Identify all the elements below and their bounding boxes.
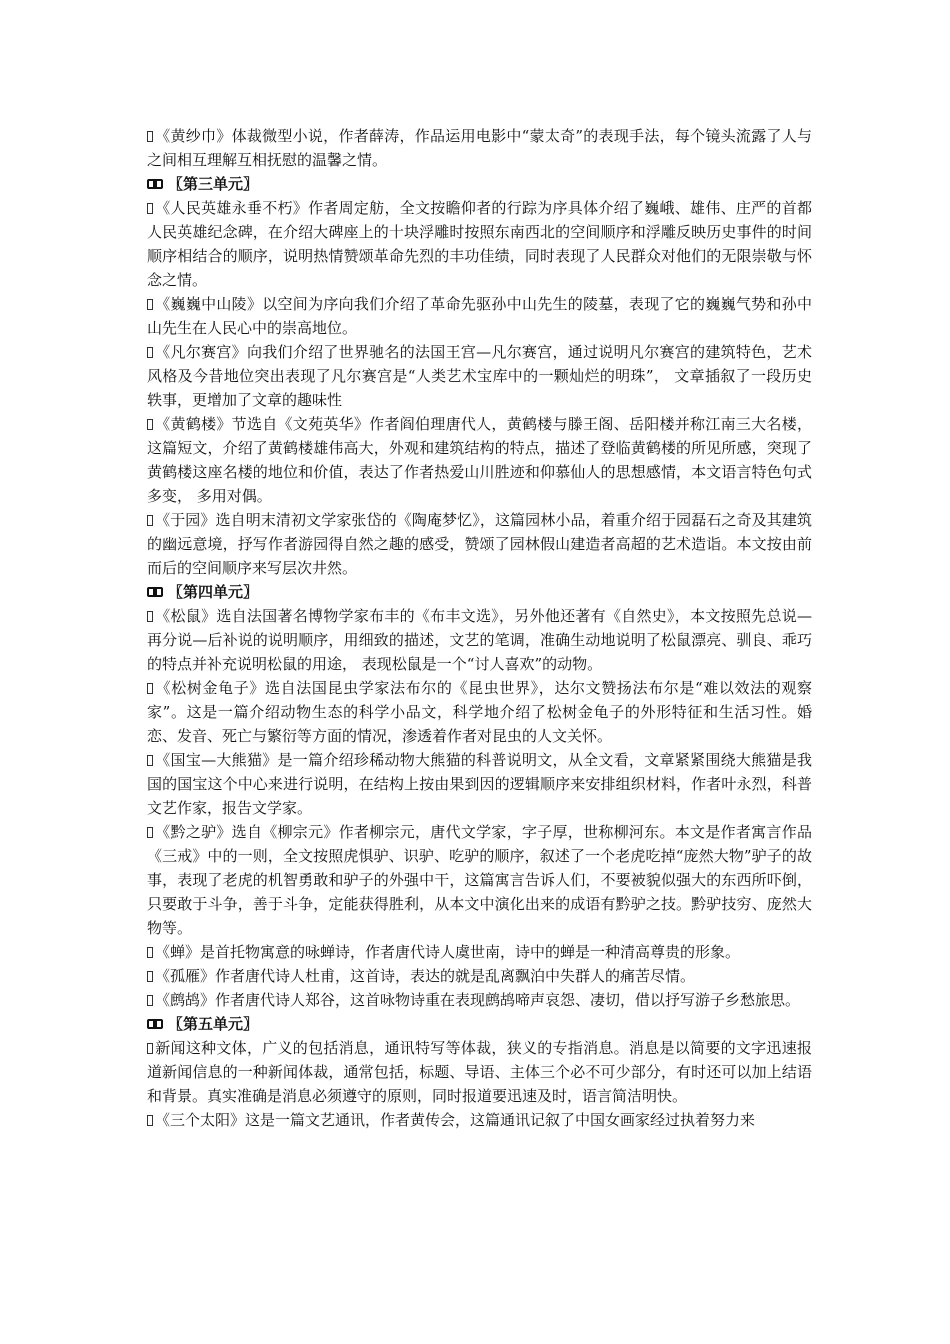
paragraph	[147, 1108, 812, 1132]
paragraph	[147, 964, 812, 988]
paragraph-text: 《巍巍中山陵》以空间为序向我们介绍了革命先驱孙中山先生的陵墓，表现了它的巍巍气势和孙中山先生在人民心中的崇高地位。	[147, 295, 812, 337]
paragraph	[147, 292, 812, 340]
paragraph-text: 《松鼠》选自法国著名博物学家布丰的《布丰文选》，另外他还著有《自然史》，本文按照先总说—再分说—后补说的说明顺序，用细致的描述，文艺的笔调，准确生动地说明了松鼠漂亮、驯良、乖巧的特点并补充说明松鼠的用途， 表现松鼠是一个“讨人喜欢”的动物。	[147, 607, 812, 673]
document-body	[147, 124, 812, 1132]
paragraph-text: 《人民英雄永垂不朽》作者周定舫，全文按瞻仰者的行踪为序具体介绍了巍峨、雄伟、庄严的首都人民英雄纪念碑，在介绍大碑座上的十块浮雕时按照东南西北的空间顺序和浮雕反映历史事件的时间顺序相结合的顺序，说明热情赞颂革命先烈的丰功佳绩，同时表现了人民群众对他们的无限崇敬与怀念之情。	[147, 199, 812, 289]
paragraph-text: 《凡尔赛宫》向我们介绍了世界驰名的法国王宫—凡尔赛宫，通过说明凡尔赛宫的建筑特色，艺术风格及今昔地位突出表现了凡尔赛宫是“人类艺术宝库中的一颗灿烂的明珠”， 文章插叙了一段历史轶事，更增加了文章的趣味性	[147, 343, 812, 409]
paragraph	[147, 988, 812, 1012]
unit-heading	[147, 580, 812, 604]
box-bullet-icon	[147, 1115, 153, 1126]
paragraph-text: 《于园》选自明末清初文学家张岱的《陶庵梦忆》，这篇园林小品，着重介绍于园磊石之奇及其建筑的幽远意境，抒写作者游园得自然之趣的感受，赞颂了园林假山建造者高超的艺术造诣。本文按由前而后的空间顺序来写层次井然。	[147, 511, 812, 577]
box-bullet-icon	[147, 419, 153, 430]
box-bullet-icon	[147, 131, 153, 142]
paragraph	[147, 412, 812, 508]
box-bullet-icon	[147, 683, 153, 694]
paragraph	[147, 1036, 812, 1108]
unit-heading-text: 〖第五单元〗	[168, 1015, 259, 1033]
paragraph	[147, 820, 812, 940]
paragraph-text: 《松树金龟子》选自法国昆虫学家法布尔的《昆虫世界》，达尔文赞扬法布尔是“难以效法的观察家”。这是一篇介绍动物生态的科学小品文，科学地介绍了松树金龟子的外形特征和生活习性。婚恋、发音、死亡与繁衍等方面的情况，渗透着作者对昆虫的人文关怀。	[147, 679, 812, 745]
box-bullet-icon	[147, 995, 153, 1006]
box-bullet-icon	[147, 347, 153, 358]
paragraph	[147, 196, 812, 292]
box-bullet-icon	[147, 947, 153, 958]
book-icon	[147, 178, 165, 191]
paragraph	[147, 748, 812, 820]
paragraph-text: 《国宝—大熊猫》是一篇介绍珍稀动物大熊猫的科普说明文，从全文看，文章紧紧围绕大熊猫是我国的国宝这个中心来进行说明，在结构上按由果到因的逻辑顺序来安排组织材料，作者叶永烈，科普文艺作家，报告文学家。	[147, 751, 812, 817]
paragraph-text: 《黄纱巾》体裁微型小说，作者薛涛，作品运用电影中“蒙太奇”的表现手法，每个镜头流露了人与 之间相互理解互相抚慰的温馨之情。	[147, 127, 812, 169]
paragraph	[147, 676, 812, 748]
box-bullet-icon	[147, 1043, 153, 1054]
paragraph-text: 《三个太阳》这是一篇文艺通讯，作者黄传会，这篇通讯记叙了中国女画家经过执着努力来	[155, 1111, 756, 1129]
paragraph-text: 《鹧鸪》作者唐代诗人郑谷，这首咏物诗重在表现鹧鸪啼声哀怨、凄切，借以抒写游子乡愁旅思。	[155, 991, 801, 1009]
box-bullet-icon	[147, 971, 153, 982]
box-bullet-icon	[147, 203, 153, 214]
paragraph-text: 新闻这种文体，广义的包括消息，通讯特写等体裁，狭义的专指消息。消息是以简要的文字迅速报道新闻信息的一种新闻体裁，通常包括，标题、导语、主体三个必不可少部分，有时还可以加上结语和背景。真实准确是消息必须遵守的原则，同时报道要迅速及时，语言简洁明快。	[147, 1039, 812, 1105]
unit-heading-text: 〖第三单元〗	[168, 175, 259, 193]
book-icon	[147, 1018, 165, 1031]
paragraph-text: 《蝉》是首托物寓意的咏蝉诗，作者唐代诗人虞世南，诗中的蝉是一种清高尊贵的形象。	[155, 943, 741, 961]
box-bullet-icon	[147, 299, 153, 310]
book-icon	[147, 586, 165, 599]
box-bullet-icon	[147, 611, 153, 622]
paragraph-text: 《孤雁》作者唐代诗人杜甫，这首诗，表达的就是乱离飘泊中失群人的痛苦尽情。	[155, 967, 696, 985]
paragraph	[147, 604, 812, 676]
box-bullet-icon	[147, 755, 153, 766]
paragraph-text: 《黔之驴》选自《柳宗元》作者柳宗元，唐代文学家，字子厚，世称柳河东。本文是作者寓言作品《三戒》中的一则，全文按照虎惧驴、识驴、吃驴的顺序，叙述了一个老虎吃掉“庞然大物”驴子的故事，表现了老虎的机智勇敢和驴子的外强中干，这篇寓言告诉人们，不要被貌似强大的东西所吓倒，只要敢于斗争，善于斗争，定能获得胜利，从本文中演化出来的成语有黔驴之技。黔驴技穷、庞然大物等。	[147, 823, 812, 937]
paragraph-text: 《黄鹤楼》节选自《文苑英华》作者阎伯理唐代人，黄鹤楼与滕王阁、岳阳楼并称江南三大名楼，这篇短文，介绍了黄鹤楼雄伟高大，外观和建筑结构的特点，描述了登临黄鹤楼的所见所感，突现了黄鹤楼这座名楼的地位和价值，表达了作者热爱山川胜迹和仰慕仙人的思想感情，本文语言特色句式多变， 多用对偶。	[147, 415, 812, 505]
paragraph	[147, 340, 812, 412]
box-bullet-icon	[147, 515, 153, 526]
unit-heading	[147, 1012, 812, 1036]
paragraph	[147, 508, 812, 580]
unit-heading	[147, 172, 812, 196]
box-bullet-icon	[147, 827, 153, 838]
paragraph	[147, 124, 812, 172]
paragraph	[147, 940, 812, 964]
unit-heading-text: 〖第四单元〗	[168, 583, 259, 601]
